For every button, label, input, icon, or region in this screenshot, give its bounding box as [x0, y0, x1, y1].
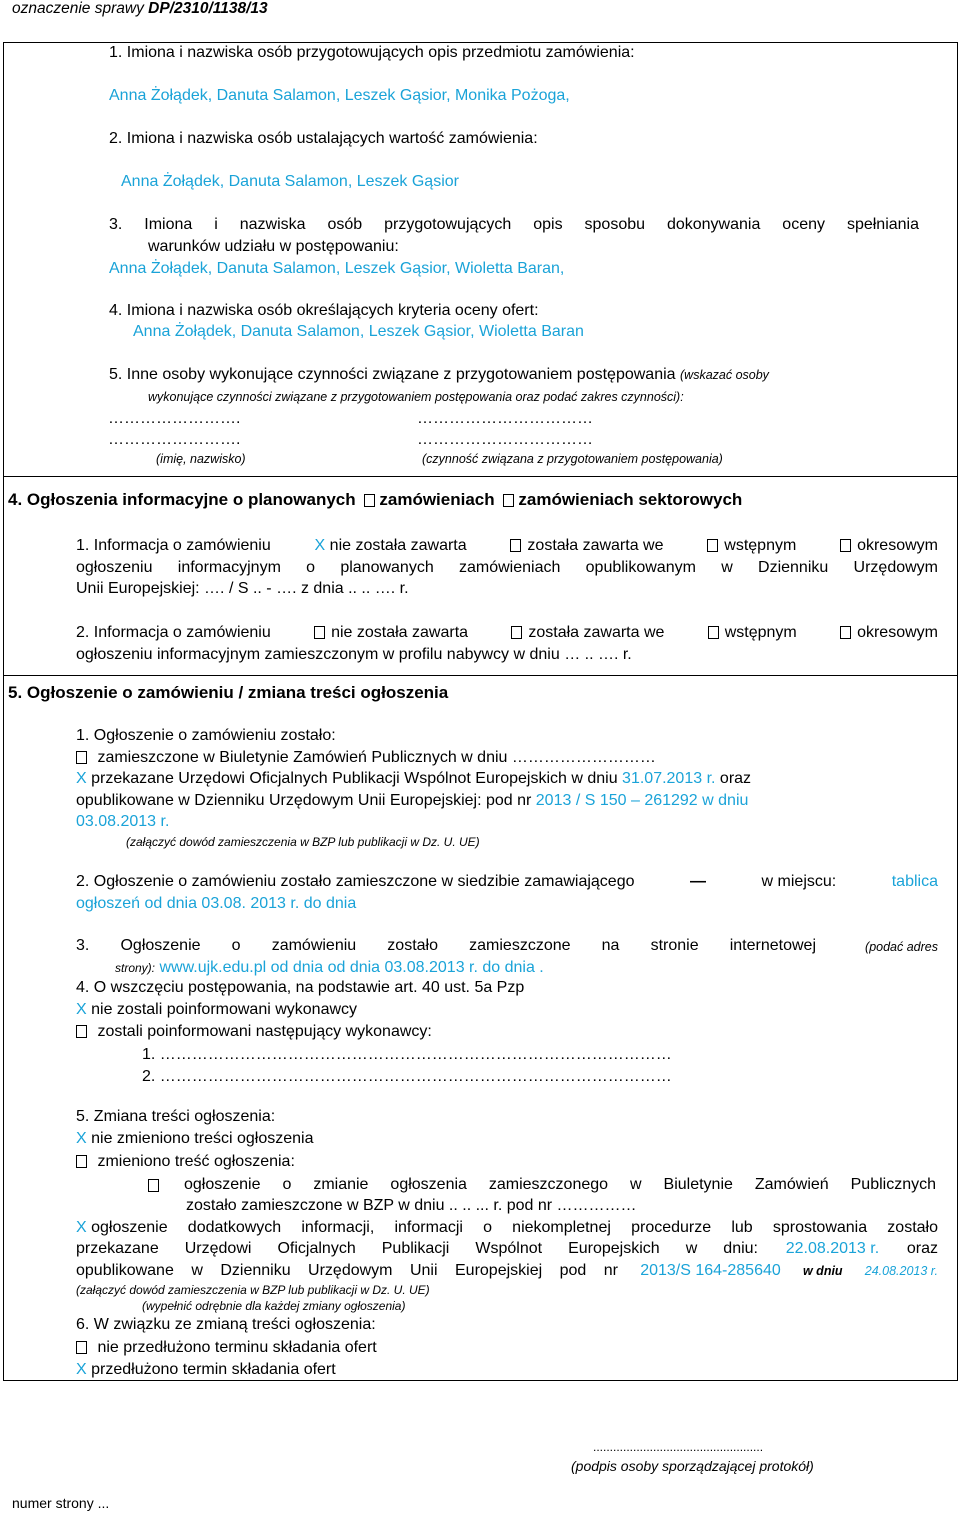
s4-p2-line2: ogłoszeniu informacyjnym zamieszczonym w profilu nabywcy w dniu … .. …. r. [76, 646, 632, 663]
s5-q4-opt2-text: zostali poinformowani następujący wykonawcy: [97, 1023, 432, 1040]
item5-main: 5. Inne osoby wykonujące czynności związane z przygotowaniem postępowania [109, 366, 676, 383]
divider-section5 [4, 675, 957, 676]
s5-q5-sub1-text: ogłoszenie o zmianie ogłoszenia zamieszczonego w Biuletynie Zamówień Publicznych [184, 1176, 936, 1193]
s5-q5: 5. Zmiana treści ogłoszenia: [76, 1108, 276, 1125]
s4-p1-text: 1. Informacja o zamówieniu [76, 537, 271, 554]
s4-p1-opt: wstępnym [724, 537, 797, 554]
item5-hint-cont: wykonujące czynności związane z przygotowaniem postępowania oraz podać zakres czynności): [148, 390, 684, 404]
s5-q1: 1. Ogłoszenie o zamówieniu zostało: [76, 727, 336, 744]
checkbox-icon[interactable] [708, 626, 719, 639]
checkbox-icon[interactable] [707, 539, 718, 552]
s5-q3 [76, 937, 938, 955]
s5-q6-opt2 [76, 1361, 336, 1379]
case-label: oznaczenie sprawy [12, 0, 144, 17]
s5-q5-add2-text: przekazane Urzędowi Oficjalnych Publikacji Wspólnot Europejskich w dniu: [76, 1240, 758, 1257]
mark-x[interactable]: X [314, 537, 326, 554]
s5-q1-date: 31.07.2013 r. [622, 770, 716, 787]
checkbox-icon[interactable] [840, 539, 851, 552]
s5-q4-opt2 [76, 1023, 432, 1041]
s4-p2-text: 2. Informacja o zamówieniu [76, 624, 271, 641]
s4-p1-line1 [76, 537, 938, 555]
mark-x[interactable]: X [76, 1361, 87, 1378]
s5-q1-pub [76, 792, 748, 810]
s5-q2-line2: ogłoszeń od dnia 03.08. 2013 r. do dnia [76, 895, 357, 912]
item2-label: 2. Imiona i nazwiska osób ustalających wartość zamówienia: [109, 130, 538, 147]
mark-x[interactable]: X [76, 770, 87, 787]
s5-q1-and: oraz [719, 770, 752, 787]
s5-q5-add3-w: w dniu [802, 1264, 843, 1278]
s5-q5-add3 [76, 1262, 938, 1280]
label-name: (imię, nazwisko) [156, 452, 246, 466]
s5-q3-url[interactable]: www.ujk.edu.pl od dnia od dnia 03.08.2013 r. do dnia . [159, 959, 544, 976]
s5-q3-text: 3. Ogłoszenie o zamówieniu zostało zamieszczone na stronie internetowej [76, 937, 816, 954]
s5-q5-opt2-text: zmieniono treść ogłoszenia: [97, 1153, 295, 1170]
checkbox-icon[interactable] [364, 494, 375, 507]
s5-q4-opt1 [76, 1001, 357, 1019]
item4-names: Anna Żołądek, Danuta Salamon, Leszek Gąsior, Wioletta Baran [133, 323, 584, 340]
s5-q5-add2-and: oraz [906, 1240, 938, 1257]
s5-q2-place: tablica [891, 873, 938, 890]
dots-activity-2: …………………………… [417, 431, 593, 448]
s5-q4: 4. O wszczęciu postępowania, na podstawie art. 40 ust. 5a Pzp [76, 979, 525, 996]
s5-q5-note2: (wypełnić odrębnie dla każdej zmiany ogłoszenia) [142, 1299, 406, 1313]
item3-label-cont: warunków udziału w postępowaniu: [148, 238, 399, 255]
s4-p2-opt: okresowym [857, 624, 938, 641]
mark-x[interactable]: X [76, 1001, 87, 1018]
s4-p1-line2: ogłoszeniu informacyjnym o planowanych zamówieniach opublikowanym w Dzienniku Urzędowym [76, 559, 938, 576]
s5-q1-opt2 [76, 770, 751, 788]
s5-q6: 6. W związku ze zmianą treści ogłoszenia: [76, 1316, 376, 1333]
s5-q3-url-line [115, 959, 544, 977]
s5-q5-sub2: zostało zamieszczone w BZP w dniu .. .. ... r. pod nr …………… [186, 1197, 637, 1214]
s5-q5-sub1 [148, 1176, 938, 1194]
checkbox-icon[interactable] [511, 626, 522, 639]
dots-name-2: ……………………. [108, 431, 241, 448]
s5-q5-note1: (załączyć dowód zamieszczenia w BZP lub publikacji w Dz. U. UE) [76, 1283, 430, 1297]
dash: — [690, 873, 707, 890]
signature-dots: ................................................... [593, 1440, 764, 1454]
s5-q6-opt1-text: nie przedłużono terminu składania ofert [97, 1339, 377, 1356]
s5-q6-opt2-text: przedłużono termin składania ofert [91, 1361, 336, 1378]
s5-q4-l2: 2. …………………………………………………………………………………… [142, 1068, 672, 1085]
checkbox-icon[interactable] [76, 751, 87, 764]
s5-q6-opt1 [76, 1339, 377, 1357]
s5-q2-text: 2. Ogłoszenie o zamówieniu zostało zamieszczone w siedzibie zamawiającego [76, 873, 635, 890]
s5-q5-opt2 [76, 1153, 295, 1171]
section4-title-text: 4. Ogłoszenia informacyjne o planowanych [8, 490, 356, 509]
page-number: numer strony ... [12, 1495, 110, 1511]
checkbox-icon[interactable] [840, 626, 851, 639]
s4-p1-opt: została zawarta we [527, 537, 664, 554]
item3-names: Anna Żołądek, Danuta Salamon, Leszek Gąsior, Wioletta Baran, [109, 260, 565, 277]
s5-q3-hint: (podać adres [865, 940, 938, 954]
s5-q5-add1 [76, 1219, 938, 1237]
s5-q5-add3-date: 24.08.2013 r. [864, 1264, 938, 1278]
s5-q2 [76, 873, 938, 891]
mark-x[interactable]: X [76, 1130, 87, 1147]
s5-q4-opt1-text: nie zostali poinformowani wykonawcy [91, 1001, 358, 1018]
section4-title [8, 490, 742, 510]
s4-p1-opt: nie została zawarta [329, 537, 467, 554]
checkbox-icon[interactable] [76, 1341, 87, 1354]
s5-q2-where: w miejscu: [761, 873, 837, 890]
item5-hint: (wskazać osoby [680, 368, 769, 382]
item1-label: 1. Imiona i nazwiska osób przygotowujących opis przedmiotu zamówienia: [109, 44, 635, 61]
section4-opt-b: zamówieniach sektorowych [518, 490, 743, 509]
dots-activity-1: …………………………… [417, 410, 593, 427]
s5-q1-pub-text: opublikowane w Dzienniku Urzędowym Unii Europejskiej: pod nr [76, 792, 532, 809]
s5-q5-add3-nr: 2013/S 164-285640 [640, 1262, 781, 1279]
s5-q5-add1-text: ogłoszenie dodatkowych informacji, informacji o niekompletnej procedurze lub sprostowania zostało [91, 1219, 938, 1236]
item2-names: Anna Żołądek, Danuta Salamon, Leszek Gąsior [121, 173, 459, 190]
checkbox-icon[interactable] [510, 539, 521, 552]
case-number [12, 0, 268, 18]
s5-q5-add2-date: 22.08.2013 r. [785, 1240, 880, 1257]
s5-q4-l1: 1. …………………………………………………………………………………… [142, 1046, 672, 1063]
mark-x[interactable]: X [76, 1219, 87, 1236]
label-activity: (czynność związana z przygotowaniem postępowania) [422, 452, 723, 466]
s5-q1-note: (załączyć dowód zamieszczenia w BZP lub publikacji w Dz. U. UE) [126, 835, 480, 849]
s5-q5-opt1 [76, 1130, 313, 1148]
checkbox-icon[interactable] [314, 626, 325, 639]
s4-p2-opt: została zawarta we [528, 624, 665, 641]
s5-q5-add2 [76, 1240, 938, 1258]
item5-label [109, 366, 769, 384]
divider-section4 [4, 476, 957, 477]
checkbox-icon[interactable] [148, 1179, 159, 1192]
s5-q3-hint2: strony): [115, 961, 156, 975]
signature-label: (podpis osoby sporządzającej protokół) [571, 1458, 814, 1474]
s4-p2-opt: nie została zawarta [331, 624, 469, 641]
s5-q1-opt1 [76, 749, 656, 767]
s4-p1-line3: Unii Europejskiej: …. / S .. - …. z dnia .. .. …. r. [76, 580, 409, 597]
case-id: DP/2310/1138/13 [148, 0, 268, 17]
s5-q1-pub-nr: 2013 / S 150 – 261292 w dniu [535, 792, 749, 809]
checkbox-icon[interactable] [76, 1155, 87, 1168]
checkbox-icon[interactable] [76, 1025, 87, 1038]
s4-p2-opt: wstępnym [724, 624, 797, 641]
s5-q1-opt2-text: przekazane Urzędowi Oficjalnych Publikacji Wspólnot Europejskich w dniu [91, 770, 618, 787]
item3-label: 3. Imiona i nazwiska osób przygotowujących opis sposobu dokonywania oceny spełniania [109, 216, 919, 233]
s4-p2-line1 [76, 624, 938, 642]
checkbox-icon[interactable] [503, 494, 514, 507]
section4-opt-a: zamówieniach [379, 490, 495, 509]
s4-p1-opt: okresowym [857, 537, 938, 554]
section5-title: 5. Ogłoszenie o zamówieniu / zmiana treści ogłoszenia [8, 683, 449, 702]
dots-name-1: ……………………. [108, 410, 241, 427]
s5-q1-opt1-text: zamieszczone w Biuletynie Zamówień Publicznych w dniu ……………………… [97, 749, 656, 766]
item4-label: 4. Imiona i nazwiska osób określających kryteria oceny ofert: [109, 302, 539, 319]
s5-q5-add3-text: opublikowane w Dzienniku Urzędowym Unii Europejskiej pod nr [76, 1262, 618, 1279]
s5-q1-pub-date: 03.08.2013 r. [76, 813, 170, 830]
item1-names: Anna Żołądek, Danuta Salamon, Leszek Gąsior, Monika Pożoga, [109, 87, 570, 104]
s5-q5-opt1-text: nie zmieniono treści ogłoszenia [91, 1130, 314, 1147]
